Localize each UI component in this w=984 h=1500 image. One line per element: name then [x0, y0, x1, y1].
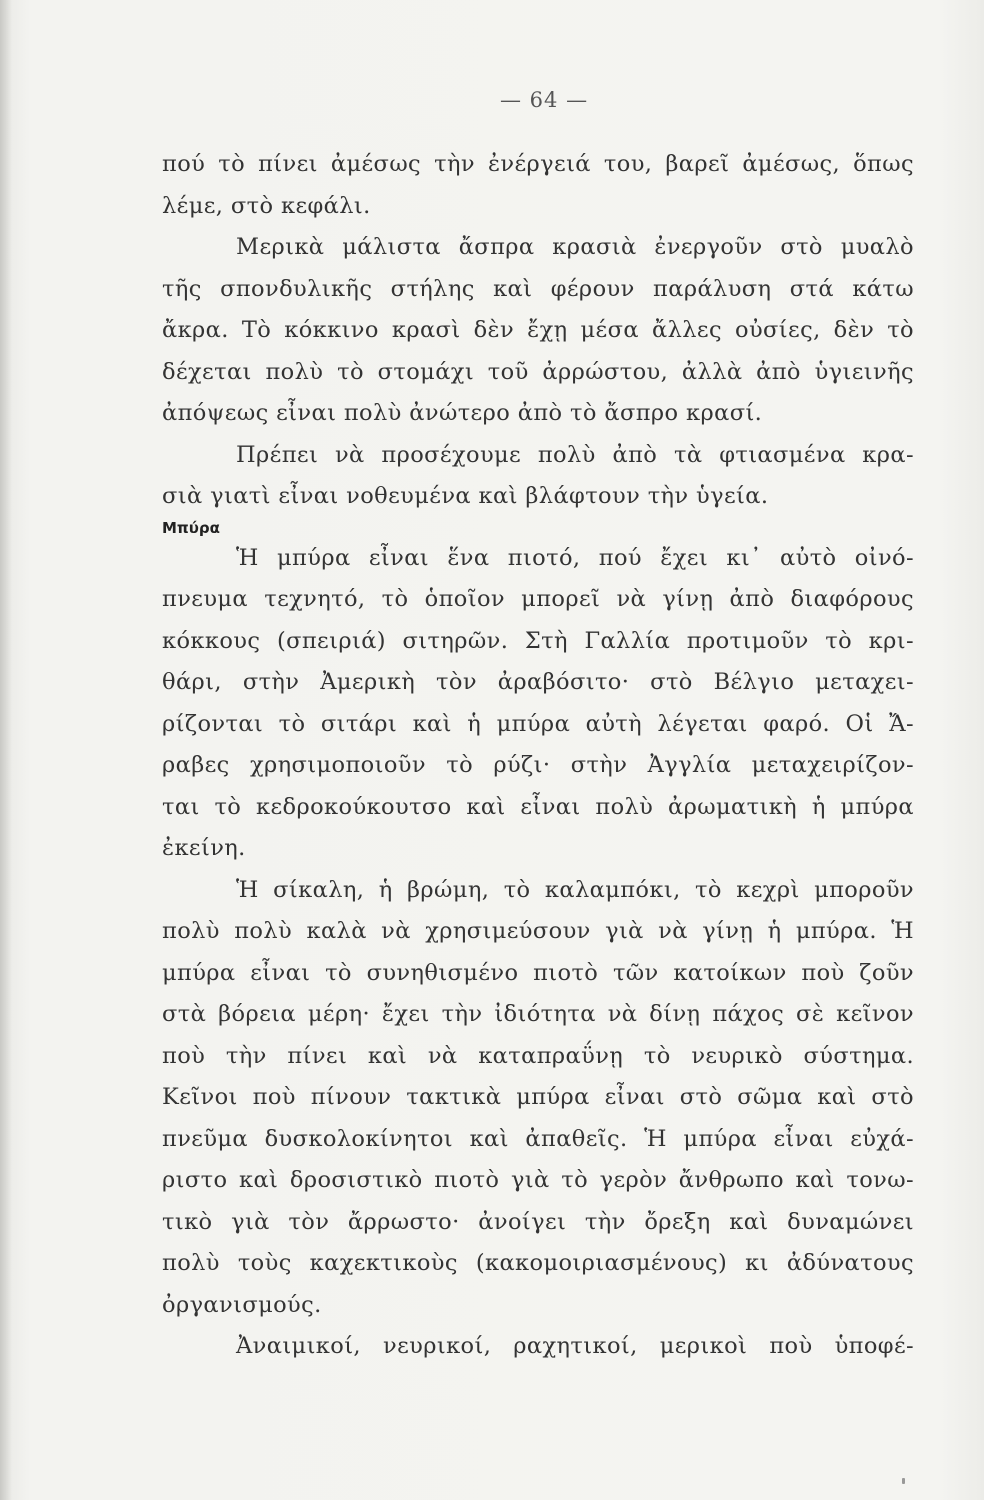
text-line: μπύρα εἶναι τὸ συνηθισμένο πιοτὸ τῶν κατοίκων ποὺ ζοῦν: [162, 959, 914, 986]
text-line: λέμε, στὸ κεφάλι.: [162, 192, 371, 219]
text-line: σιὰ γιατὶ εἶναι νοθευμένα καὶ βλάφτουν τὴν ὑγεία.: [162, 483, 769, 509]
text-line: Κεῖνοι ποὺ πίνουν τακτικὰ μπύρα εἶναι στὸ σῶμα καὶ στὸ: [162, 1084, 914, 1110]
paragraph-start: Ἀναιμικοί, νευρικοί, ραχητικοί, μερικοὶ ποὺ ὑποφέ-: [236, 1333, 914, 1359]
text-line: ριστο καὶ δροσιστικὸ πιοτὸ γιὰ τὸ γερὸν ἄνθρωπο καὶ τονω-: [162, 1167, 914, 1193]
text-line: τῆς σπονδυλικῆς στήλης καὶ φέρουν παράλυση στά κάτω: [162, 275, 914, 302]
text-line: πού τὸ πίνει ἀμέσως τὴν ἐνέργειά του, βαρεῖ ἀμέσως, ὅπως: [162, 151, 914, 177]
paragraph-start: Πρέπει νὰ προσέχουμε πολὺ ἀπὸ τὰ φτιασμένα κρα-: [236, 441, 914, 468]
page-number: — 64 —: [500, 88, 589, 112]
text-line: ρίζονται τὸ σιτάρι καὶ ἡ μπύρα αὐτὴ λέγεται φαρό. Οἱ Ἄ-: [162, 710, 914, 737]
binding-shadow: [0, 0, 12, 1500]
text-line: ποὺ τὴν πίνει καὶ νὰ καταπραΰνῃ τὸ νευρικὸ σύστημα.: [162, 1042, 914, 1069]
paragraph-start: Μερικὰ μάλιστα ἄσπρα κρασιὰ ἐνεργοῦν στὸ μυαλὸ: [236, 234, 914, 260]
section-heading: Μπύρα: [162, 518, 220, 537]
text-line: πολὺ πολὺ καλὰ νὰ χρησιμεύσουν γιὰ νὰ γίνῃ ἡ μπύρα. Ἡ: [162, 918, 914, 944]
text-line: πολὺ τοὺς καχεκτικοὺς (κακομοιριασμένους) κι ἀδύνατους: [162, 1250, 914, 1276]
paragraph-start: Ἡ μπύρα εἶναι ἕνα πιοτό, πού ἔχει κι᾽ αὐτὸ οἰνό-: [236, 544, 914, 571]
text-line: ἄκρα. Τὸ κόκκινο κρασὶ δὲν ἔχῃ μέσα ἄλλες οὐσίες, δὲν τὸ: [162, 317, 914, 343]
text-line: τικὸ γιὰ τὸν ἄρρωστο· ἀνοίγει τὴν ὄρεξη καὶ δυναμώνει: [162, 1208, 914, 1235]
text-line: κόκκους (σπειριά) σιτηρῶν. Στὴ Γαλλία προτιμοῦν τὸ κρι-: [162, 627, 914, 654]
text-line: στὰ βόρεια μέρη· ἔχει τὴν ἰδιότητα νὰ δίνῃ πάχος σὲ κεῖνον: [162, 1001, 914, 1027]
text-line: δέχεται πολὺ τὸ στομάχι τοῦ ἀρρώστου, ἀλλὰ ἀπὸ ὑγιεινῆς: [162, 358, 914, 385]
body-text: [162, 144, 914, 1368]
text-line: ὀργανισμούς.: [162, 1291, 322, 1318]
text-line: θάρι, στὴν Ἀμερικὴ τὸν ἀραβόσιτο· στὸ Βέλγιο μεταχει-: [162, 669, 914, 695]
text-line: ἀπόψεως εἶναι πολὺ ἀνώτερο ἀπὸ τὸ ἄσπρο κρασί.: [162, 400, 763, 426]
text-line: πνευμα τεχνητό, τὸ ὁποῖον μπορεῖ νὰ γίνῃ ἀπὸ διαφόρους: [162, 586, 914, 612]
text-line: πνεῦμα δυσκολοκίνητοι καὶ ἀπαθεῖς. Ἡ μπύρα εἶναι εὐχά-: [162, 1125, 914, 1152]
paper-speck: [902, 1478, 905, 1484]
text-line: ραβες χρησιμοποιοῦν τὸ ρύζι· στὴν Ἀγγλία μεταχειρίζον-: [162, 752, 914, 778]
text-line: ται τὸ κεδροκούκουτσο καὶ εἶναι πολὺ ἀρωματικὴ ἡ μπύρα: [162, 793, 914, 820]
paragraph-start: Ἡ σίκαλη, ἡ βρώμη, τὸ καλαμπόκι, τὸ κεχρὶ μποροῦν: [236, 876, 914, 903]
text-line: ἐκείνη.: [162, 835, 246, 861]
